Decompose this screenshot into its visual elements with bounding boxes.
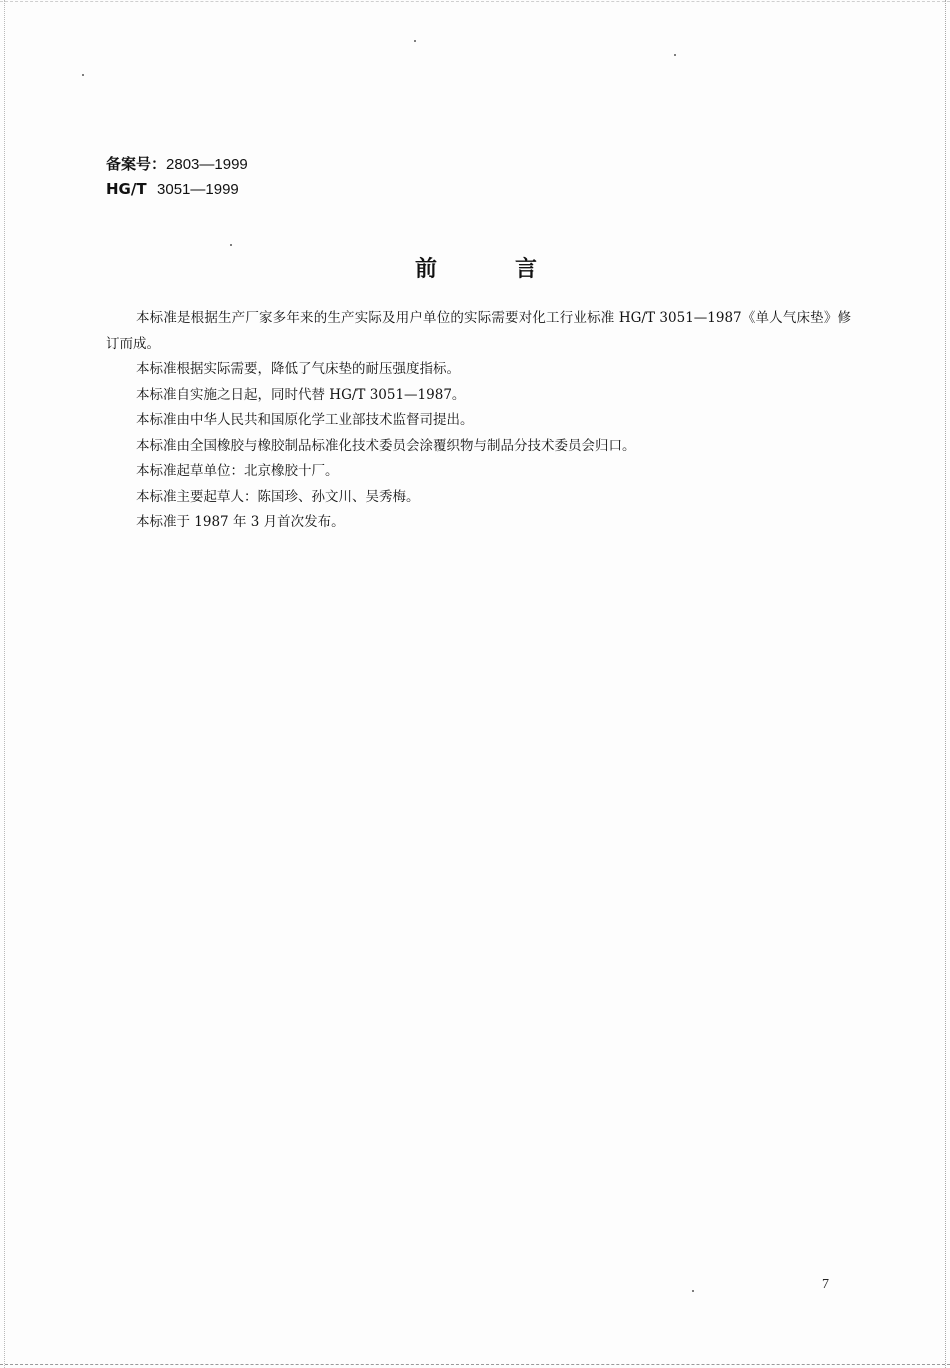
scan-edge-top: [0, 1, 950, 3]
standard-number-line: [106, 177, 248, 202]
paragraph: 本标准由中华人民共和国原化学工业部技术监督司提出。: [136, 412, 474, 428]
filing-label: 备案号：: [106, 155, 167, 173]
scan-edge-right: [945, 0, 947, 1368]
scan-speck: [414, 40, 416, 42]
scan-speck: [230, 244, 232, 246]
paragraph: 本标准自实施之日起，同时代替 HG/T 3051—1987。: [136, 386, 466, 403]
scan-edge-bottom: [0, 1364, 950, 1366]
paragraph: 本标准主要起草人：陈国珍、孙文川、吴秀梅。: [136, 488, 420, 505]
standard-number: 3051—1999: [157, 181, 239, 198]
paragraph: 本标准起草单位：北京橡胶十厂。: [136, 463, 339, 479]
paragraph: 本标准是根据生产厂家多年来的生产实际及用户单位的实际需要对化工行业标准 HG/T 3051—1987《单人气床垫》修订而成。: [106, 310, 851, 352]
filing-number: 2803—1999: [166, 156, 248, 173]
standard-label: HG/T: [106, 180, 147, 198]
paragraph: 本标准于 1987 年 3 月首次发布。: [136, 514, 345, 530]
paragraph: 本标准根据实际需要，降低了气床垫的耐压强度指标。: [136, 361, 460, 377]
scan-speck: [82, 74, 84, 76]
filing-number-line: [106, 152, 248, 177]
paragraph: 本标准由全国橡胶与橡胶制品标准化技术委员会涂覆织物与制品分技术委员会归口。: [136, 437, 636, 454]
scan-edge-left: [4, 0, 6, 1368]
page-title: 前言: [414, 257, 615, 282]
page-number: 7: [822, 1277, 829, 1292]
foreword-body: [106, 306, 851, 536]
scan-speck: [674, 54, 676, 56]
scan-speck: [692, 1290, 694, 1292]
document-identifiers: [106, 152, 248, 202]
